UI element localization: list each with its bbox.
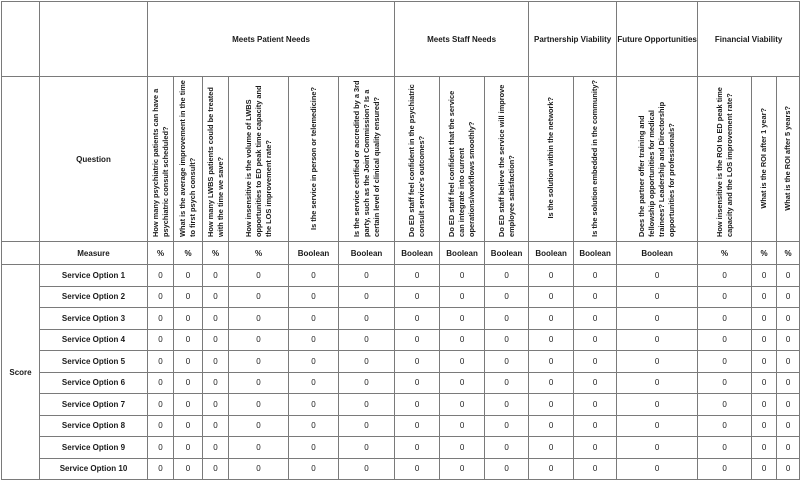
score-value-cell[interactable]: 0 bbox=[777, 286, 800, 308]
question-text: Do ED staff believe the service will improve employee satisfaction? bbox=[496, 84, 516, 237]
score-value-cell[interactable]: 0 bbox=[529, 265, 574, 287]
measure-cell: % bbox=[174, 242, 203, 265]
score-value-cell[interactable]: 0 bbox=[148, 351, 174, 373]
service-option-label: Service Option 7 bbox=[40, 394, 148, 416]
question-label: Question bbox=[40, 77, 148, 242]
score-value-cell[interactable]: 0 bbox=[339, 458, 395, 480]
score-value-cell[interactable]: 0 bbox=[485, 415, 529, 437]
score-value-cell[interactable]: 0 bbox=[339, 437, 395, 459]
service-option-label: Service Option 10 bbox=[40, 458, 148, 480]
question-cell bbox=[203, 77, 229, 242]
question-text: Is the solution embedded in the community? bbox=[590, 79, 600, 237]
question-text: What is the average improvement in the time to first psych consult? bbox=[178, 80, 197, 237]
score-row bbox=[2, 308, 800, 330]
score-value-cell[interactable]: 0 bbox=[777, 329, 800, 351]
score-value-cell[interactable]: 0 bbox=[440, 394, 485, 416]
score-value-cell[interactable]: 0 bbox=[529, 372, 574, 394]
service-option-label: Service Option 6 bbox=[40, 372, 148, 394]
question-cell bbox=[752, 77, 777, 242]
score-value-cell[interactable]: 0 bbox=[289, 308, 339, 330]
score-value-cell[interactable]: 0 bbox=[574, 286, 617, 308]
score-value-cell[interactable]: 0 bbox=[617, 372, 698, 394]
score-row bbox=[2, 351, 800, 373]
score-value-cell[interactable]: 0 bbox=[339, 394, 395, 416]
score-value-cell[interactable]: 0 bbox=[485, 394, 529, 416]
score-value-cell[interactable]: 0 bbox=[203, 372, 229, 394]
score-value-cell[interactable]: 0 bbox=[574, 394, 617, 416]
score-value-cell[interactable]: 0 bbox=[777, 458, 800, 480]
measure-cell: % bbox=[203, 242, 229, 265]
question-cell bbox=[617, 77, 698, 242]
score-value-cell[interactable]: 0 bbox=[752, 372, 777, 394]
measure-cell: Boolean bbox=[485, 242, 529, 265]
score-value-cell[interactable]: 0 bbox=[529, 329, 574, 351]
score-value-cell[interactable]: 0 bbox=[485, 286, 529, 308]
score-value-cell[interactable]: 0 bbox=[289, 286, 339, 308]
question-cell bbox=[440, 77, 485, 242]
score-value-cell[interactable]: 0 bbox=[203, 394, 229, 416]
measure-row bbox=[2, 242, 800, 265]
score-value-cell[interactable]: 0 bbox=[203, 437, 229, 459]
score-value-cell[interactable]: 0 bbox=[617, 286, 698, 308]
measure-cell: % bbox=[777, 242, 800, 265]
score-row bbox=[2, 458, 800, 480]
measure-cell: % bbox=[229, 242, 289, 265]
score-value-cell[interactable]: 0 bbox=[289, 372, 339, 394]
score-value-cell[interactable]: 0 bbox=[440, 329, 485, 351]
score-value-cell[interactable]: 0 bbox=[395, 265, 440, 287]
score-value-cell[interactable]: 0 bbox=[440, 286, 485, 308]
score-value-cell[interactable]: 0 bbox=[289, 351, 339, 373]
score-value-cell[interactable]: 0 bbox=[229, 286, 289, 308]
score-value-cell[interactable]: 0 bbox=[752, 265, 777, 287]
score-value-cell[interactable]: 0 bbox=[752, 308, 777, 330]
score-value-cell[interactable]: 0 bbox=[574, 415, 617, 437]
question-text: Is the service certified or accredited by a 3rd party, such as the Joint Commission? Is a certain level of clinical quality ensured? bbox=[351, 80, 381, 237]
score-value-cell[interactable]: 0 bbox=[203, 351, 229, 373]
score-value-cell[interactable]: 0 bbox=[229, 415, 289, 437]
score-value-cell[interactable]: 0 bbox=[395, 351, 440, 373]
score-value-cell[interactable]: 0 bbox=[698, 329, 752, 351]
score-value-cell[interactable]: 0 bbox=[229, 394, 289, 416]
question-cell bbox=[289, 77, 339, 242]
corner-cell bbox=[40, 2, 148, 77]
score-value-cell[interactable]: 0 bbox=[440, 351, 485, 373]
question-text: What is the ROI after 5 years? bbox=[783, 105, 793, 211]
score-value-cell[interactable]: 0 bbox=[229, 265, 289, 287]
score-value-cell[interactable]: 0 bbox=[574, 351, 617, 373]
score-row bbox=[2, 329, 800, 351]
service-option-label: Service Option 5 bbox=[40, 351, 148, 373]
score-value-cell[interactable]: 0 bbox=[777, 265, 800, 287]
score-value-cell[interactable]: 0 bbox=[339, 265, 395, 287]
score-value-cell[interactable]: 0 bbox=[148, 308, 174, 330]
score-value-cell[interactable]: 0 bbox=[529, 286, 574, 308]
score-row bbox=[2, 372, 800, 394]
service-option-label: Service Option 1 bbox=[40, 265, 148, 287]
score-value-cell[interactable]: 0 bbox=[203, 415, 229, 437]
score-value-cell[interactable]: 0 bbox=[529, 394, 574, 416]
score-value-cell[interactable]: 0 bbox=[229, 329, 289, 351]
score-value-cell[interactable]: 0 bbox=[529, 437, 574, 459]
score-value-cell[interactable]: 0 bbox=[174, 329, 203, 351]
score-value-cell[interactable]: 0 bbox=[289, 458, 339, 480]
score-value-cell[interactable]: 0 bbox=[203, 265, 229, 287]
score-row bbox=[2, 415, 800, 437]
question-text: Do ED staff feel confident in the psychiatric consult service's outcomes? bbox=[407, 84, 427, 237]
score-value-cell[interactable]: 0 bbox=[440, 265, 485, 287]
service-option-label: Service Option 2 bbox=[40, 286, 148, 308]
score-value-cell[interactable]: 0 bbox=[617, 415, 698, 437]
score-value-cell[interactable]: 0 bbox=[574, 458, 617, 480]
score-value-cell[interactable]: 0 bbox=[777, 372, 800, 394]
score-value-cell[interactable]: 0 bbox=[485, 437, 529, 459]
measure-cell: Boolean bbox=[574, 242, 617, 265]
score-value-cell[interactable]: 0 bbox=[174, 265, 203, 287]
score-value-cell[interactable]: 0 bbox=[339, 351, 395, 373]
score-row bbox=[2, 265, 800, 287]
category-meets-patient-needs: Meets Patient Needs bbox=[148, 2, 395, 77]
blank-cell bbox=[2, 77, 40, 242]
score-value-cell[interactable]: 0 bbox=[174, 458, 203, 480]
score-value-cell[interactable]: 0 bbox=[229, 437, 289, 459]
category-partnership-viability: Partnership Viability bbox=[529, 2, 617, 77]
question-cell bbox=[698, 77, 752, 242]
score-value-cell[interactable]: 0 bbox=[148, 329, 174, 351]
score-value-cell[interactable]: 0 bbox=[777, 351, 800, 373]
score-value-cell[interactable]: 0 bbox=[395, 329, 440, 351]
score-value-cell[interactable]: 0 bbox=[203, 308, 229, 330]
score-value-cell[interactable]: 0 bbox=[752, 458, 777, 480]
score-value-cell[interactable]: 0 bbox=[174, 308, 203, 330]
score-value-cell[interactable]: 0 bbox=[148, 286, 174, 308]
score-row bbox=[2, 394, 800, 416]
score-value-cell[interactable]: 0 bbox=[777, 308, 800, 330]
score-value-cell[interactable]: 0 bbox=[339, 286, 395, 308]
score-value-cell[interactable]: 0 bbox=[148, 394, 174, 416]
score-value-cell[interactable]: 0 bbox=[174, 394, 203, 416]
score-value-cell[interactable]: 0 bbox=[485, 329, 529, 351]
question-text: Is the service in person or telemedicine? bbox=[308, 86, 318, 230]
score-value-cell[interactable]: 0 bbox=[617, 394, 698, 416]
question-cell bbox=[174, 77, 203, 242]
score-value-cell[interactable]: 0 bbox=[485, 265, 529, 287]
score-value-cell[interactable]: 0 bbox=[395, 394, 440, 416]
score-value-cell[interactable]: 0 bbox=[229, 308, 289, 330]
score-value-cell[interactable]: 0 bbox=[289, 265, 339, 287]
score-value-cell[interactable]: 0 bbox=[698, 458, 752, 480]
service-option-label: Service Option 4 bbox=[40, 329, 148, 351]
score-value-cell[interactable]: 0 bbox=[229, 351, 289, 373]
score-value-cell[interactable]: 0 bbox=[440, 308, 485, 330]
score-value-cell[interactable]: 0 bbox=[174, 437, 203, 459]
measure-cell: Boolean bbox=[617, 242, 698, 265]
score-value-cell[interactable]: 0 bbox=[698, 265, 752, 287]
measure-label: Measure bbox=[40, 242, 148, 265]
question-cell bbox=[339, 77, 395, 242]
score-value-cell[interactable]: 0 bbox=[148, 415, 174, 437]
question-cell bbox=[777, 77, 800, 242]
score-value-cell[interactable]: 0 bbox=[148, 265, 174, 287]
question-text: Does the partner offer training and fellowship opportunities for medical trainees? Leadership and Directorship opportunities for professionals? bbox=[637, 101, 677, 237]
question-text: How insensitive is the volume of LWBS opportunities to ED peak time capacity and the LOS improvement rate? bbox=[243, 85, 273, 237]
score-value-cell[interactable]: 0 bbox=[698, 415, 752, 437]
score-value-cell[interactable]: 0 bbox=[148, 458, 174, 480]
score-value-cell[interactable]: 0 bbox=[698, 351, 752, 373]
measure-cell: Boolean bbox=[339, 242, 395, 265]
score-value-cell[interactable]: 0 bbox=[289, 415, 339, 437]
measure-cell: Boolean bbox=[289, 242, 339, 265]
score-value-cell[interactable]: 0 bbox=[574, 437, 617, 459]
question-text: How many psychiatric patients can have a psychiatric consult scheduled? bbox=[150, 88, 170, 237]
score-value-cell[interactable]: 0 bbox=[174, 286, 203, 308]
score-value-cell[interactable]: 0 bbox=[574, 265, 617, 287]
score-value-cell[interactable]: 0 bbox=[229, 372, 289, 394]
score-value-cell[interactable]: 0 bbox=[752, 437, 777, 459]
score-value-cell[interactable]: 0 bbox=[148, 437, 174, 459]
question-text: How many LWBS patients could be treated with the time we save? bbox=[205, 87, 225, 237]
service-option-label: Service Option 3 bbox=[40, 308, 148, 330]
score-value-cell[interactable]: 0 bbox=[395, 437, 440, 459]
score-value-cell[interactable]: 0 bbox=[617, 437, 698, 459]
question-cell bbox=[529, 77, 574, 242]
score-value-cell[interactable]: 0 bbox=[440, 437, 485, 459]
score-value-cell[interactable]: 0 bbox=[777, 394, 800, 416]
score-value-cell[interactable]: 0 bbox=[395, 458, 440, 480]
score-value-cell[interactable]: 0 bbox=[752, 394, 777, 416]
question-text: Do ED staff feel confident that the service can integrate into current operations/workflows smoothly? bbox=[447, 90, 477, 237]
score-value-cell[interactable]: 0 bbox=[203, 286, 229, 308]
score-value-cell[interactable]: 0 bbox=[485, 308, 529, 330]
category-future-opportunities: Future Opportunities bbox=[617, 2, 698, 77]
measure-cell: % bbox=[698, 242, 752, 265]
score-value-cell[interactable]: 0 bbox=[529, 351, 574, 373]
category-financial-viability: Financial Viability bbox=[698, 2, 800, 77]
score-value-cell[interactable]: 0 bbox=[339, 329, 395, 351]
score-value-cell[interactable]: 0 bbox=[174, 372, 203, 394]
score-value-cell[interactable]: 0 bbox=[440, 372, 485, 394]
score-value-cell[interactable]: 0 bbox=[617, 351, 698, 373]
score-value-cell[interactable]: 0 bbox=[289, 437, 339, 459]
score-value-cell[interactable]: 0 bbox=[485, 372, 529, 394]
score-label: Score bbox=[2, 265, 40, 480]
score-value-cell[interactable]: 0 bbox=[229, 458, 289, 480]
score-value-cell[interactable]: 0 bbox=[752, 351, 777, 373]
score-value-cell[interactable]: 0 bbox=[777, 415, 800, 437]
score-value-cell[interactable]: 0 bbox=[698, 308, 752, 330]
score-value-cell[interactable]: 0 bbox=[203, 329, 229, 351]
measure-cell: Boolean bbox=[440, 242, 485, 265]
score-value-cell[interactable]: 0 bbox=[777, 437, 800, 459]
score-value-cell[interactable]: 0 bbox=[395, 308, 440, 330]
score-value-cell[interactable]: 0 bbox=[617, 458, 698, 480]
score-value-cell[interactable]: 0 bbox=[203, 458, 229, 480]
score-value-cell[interactable]: 0 bbox=[395, 415, 440, 437]
score-value-cell[interactable]: 0 bbox=[752, 329, 777, 351]
question-text: What is the ROI after 1 year? bbox=[759, 107, 769, 209]
score-value-cell[interactable]: 0 bbox=[617, 265, 698, 287]
blank-cell bbox=[2, 242, 40, 265]
score-value-cell[interactable]: 0 bbox=[485, 351, 529, 373]
score-value-cell[interactable]: 0 bbox=[148, 372, 174, 394]
question-text: How insensitive is the ROI to ED peak time capacity and the LOS improvement rate? bbox=[714, 87, 734, 237]
category-meets-staff-needs: Meets Staff Needs bbox=[395, 2, 529, 77]
score-value-cell[interactable]: 0 bbox=[174, 415, 203, 437]
score-value-cell[interactable]: 0 bbox=[617, 329, 698, 351]
score-value-cell[interactable]: 0 bbox=[174, 351, 203, 373]
score-value-cell[interactable]: 0 bbox=[752, 286, 777, 308]
score-value-cell[interactable]: 0 bbox=[698, 437, 752, 459]
question-row bbox=[2, 77, 800, 242]
score-value-cell[interactable]: 0 bbox=[698, 286, 752, 308]
score-value-cell[interactable]: 0 bbox=[395, 372, 440, 394]
score-value-cell[interactable]: 0 bbox=[698, 372, 752, 394]
category-header-row bbox=[2, 2, 800, 77]
scoring-matrix bbox=[1, 1, 800, 480]
score-value-cell[interactable]: 0 bbox=[395, 286, 440, 308]
score-value-cell[interactable]: 0 bbox=[339, 372, 395, 394]
score-value-cell[interactable]: 0 bbox=[529, 308, 574, 330]
score-value-cell[interactable]: 0 bbox=[529, 458, 574, 480]
score-value-cell[interactable]: 0 bbox=[529, 415, 574, 437]
score-value-cell[interactable]: 0 bbox=[752, 415, 777, 437]
measure-cell: Boolean bbox=[395, 242, 440, 265]
measure-cell: % bbox=[752, 242, 777, 265]
score-value-cell[interactable]: 0 bbox=[339, 308, 395, 330]
question-cell bbox=[395, 77, 440, 242]
score-value-cell[interactable]: 0 bbox=[289, 329, 339, 351]
measure-cell: Boolean bbox=[529, 242, 574, 265]
service-option-label: Service Option 9 bbox=[40, 437, 148, 459]
score-value-cell[interactable]: 0 bbox=[698, 394, 752, 416]
score-value-cell[interactable]: 0 bbox=[617, 308, 698, 330]
score-value-cell[interactable]: 0 bbox=[289, 394, 339, 416]
question-text: Is the solution within the network? bbox=[546, 97, 556, 219]
score-value-cell[interactable]: 0 bbox=[574, 308, 617, 330]
question-cell bbox=[485, 77, 529, 242]
corner-cell bbox=[2, 2, 40, 77]
score-value-cell[interactable]: 0 bbox=[440, 458, 485, 480]
score-value-cell[interactable]: 0 bbox=[574, 372, 617, 394]
service-option-label: Service Option 8 bbox=[40, 415, 148, 437]
measure-cell: % bbox=[148, 242, 174, 265]
score-value-cell[interactable]: 0 bbox=[485, 458, 529, 480]
question-cell bbox=[148, 77, 174, 242]
score-value-cell[interactable]: 0 bbox=[440, 415, 485, 437]
score-value-cell[interactable]: 0 bbox=[339, 415, 395, 437]
score-value-cell[interactable]: 0 bbox=[574, 329, 617, 351]
question-cell bbox=[574, 77, 617, 242]
question-cell bbox=[229, 77, 289, 242]
score-row bbox=[2, 286, 800, 308]
score-row bbox=[2, 437, 800, 459]
